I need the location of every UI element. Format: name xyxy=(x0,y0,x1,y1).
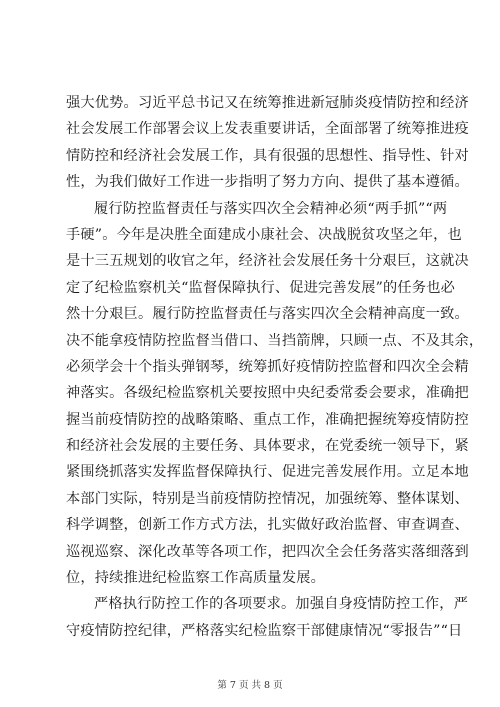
text-line: 紧围绕抓落实发挥监督保障执行、促进完善发展作用。立足本地 xyxy=(66,464,469,481)
text-line: 然十分艰巨。履行防控监督责任与落实四次全会精神高度一致。 xyxy=(66,306,469,323)
text-line: 情防控和经济社会发展工作，具有很强的思想性、指导性、针对 xyxy=(66,147,469,164)
text-line: 是十三五规划的收官之年，经济社会发展任务十分艰巨，这就决 xyxy=(66,253,469,270)
body-text xyxy=(66,90,484,644)
text-line: 科学调整，创新工作方式方法，扎实做好政治监督、审查调查、 xyxy=(66,517,469,534)
text-line: 守疫情防控纪律，严格落实纪检监察干部健康情况“零报告”“日 xyxy=(66,622,463,639)
text-line: 位，持续推进纪检监察工作高质量发展。 xyxy=(66,570,325,587)
text-line: 社会发展工作部署会议上发表重要讲话，全面部署了统筹推进疫 xyxy=(66,121,469,138)
text-line: 握当前疫情防控的战略策略、重点工作，准确把握统筹疫情防控 xyxy=(66,411,469,428)
text-line: 神落实。各级纪检监察机关要按照中央纪委常委会要求，准确把 xyxy=(66,385,469,402)
text-line: 性，为我们做好工作进一步指明了努力方向、提供了基本遵循。 xyxy=(66,174,469,191)
text-line: 严格执行防控工作的各项要求。加强自身疫情防控工作，严 xyxy=(94,596,469,613)
page-footer: 第 7 页 共 8 页 xyxy=(217,680,283,691)
text-line: 和经济社会发展的主要任务、具体要求，在党委统一领导下，紧 xyxy=(66,438,469,455)
text-line: 本部门实际，特别是当前疫情防控情况，加强统筹、整体谋划、 xyxy=(66,490,469,507)
text-line: 巡视巡察、深化改革等各项工作，把四次全会任务落实落细落到 xyxy=(66,543,469,560)
text-line: 必须学会十个指头弹钢琴，统筹抓好疫情防控监督和四次全会精 xyxy=(66,358,469,375)
text-line: 决不能拿疫情防控监督当借口、当挡箭牌，只顾一点、不及其余， xyxy=(66,332,484,349)
text-line: 定了纪检监察机关“监督保障执行、促进完善发展”的任务也必 xyxy=(66,279,455,296)
text-line: 手硬”。今年是决胜全面建成小康社会、决战脱贫攻坚之年，也 xyxy=(66,226,462,243)
text-line: 履行防控监督责任与落实四次全会精神必须“两手抓”“两 xyxy=(94,200,448,217)
text-line: 强大优势。习近平总书记又在统筹推进新冠肺炎疫情防控和经济 xyxy=(66,95,469,111)
